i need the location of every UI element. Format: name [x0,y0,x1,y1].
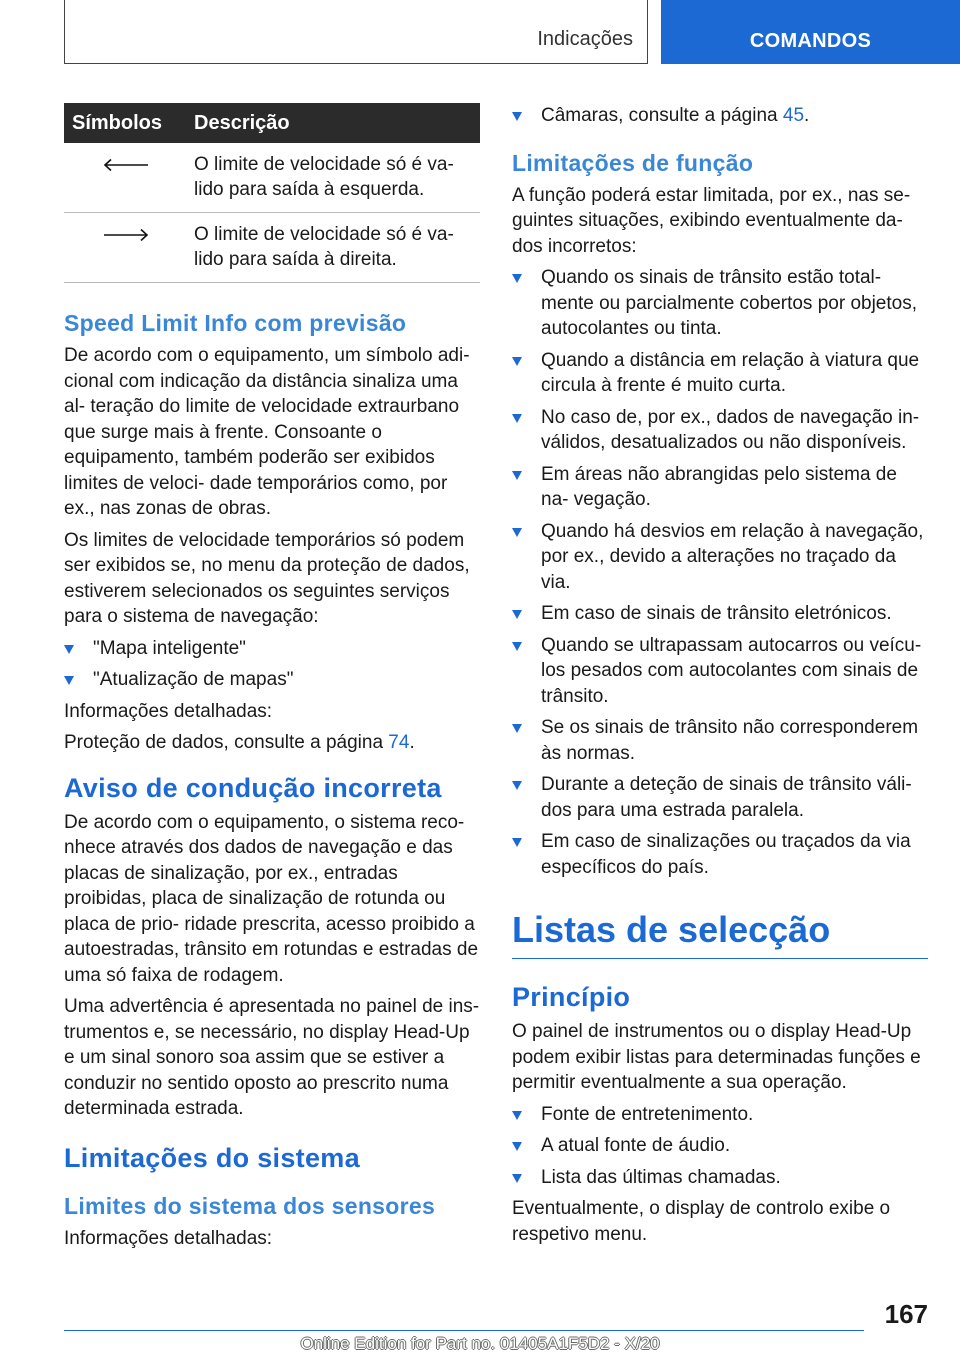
left-column [64,103,482,1257]
triangle-bullet-icon [512,724,522,733]
symbols-table [64,103,480,283]
list-item: Quando se ultrapassam autocarros ou veícu- los pesados com autocolantes com sinais de trânsito. [512,633,928,710]
heading-function-limits: Limitações de função [512,149,754,176]
triangle-bullet-icon [512,414,522,423]
paragraph: Informações detalhadas: [64,1227,273,1249]
list-item: "Atualização de mapas" [64,667,482,693]
column-header-description: Descrição [186,103,480,143]
list-item: Lista das últimas chamadas. [512,1165,928,1191]
chapter-label: COMANDOS [749,30,872,52]
list-item: Fonte de entretenimento. [512,1102,928,1128]
paragraph: Os limites de velocidade temporários só podem ser exibidos se, no menu da proteção de dados, estiverem selecionados os seguintes serviços para o sistema de navegação: [64,529,470,627]
heading-selection-lists: Listas de selecção [512,908,928,959]
paragraph: O painel de instrumentos ou o display Head-Up podem exibir listas para determinadas funções e permitir eventualmente a sua operação. [512,1021,921,1093]
table-row [64,143,480,213]
list-item: Em caso de sinalizações ou traçados da via específicos do país. [512,829,928,880]
heading-wrong-way-warning: Aviso de condução incorreta [64,772,442,803]
section-label: Indicações [537,28,633,50]
paragraph: Eventualmente, o display de controlo exibe o respetivo menu. [512,1198,891,1245]
list-item: Quando a distância em relação à viatura que circula à frente é muito curta. [512,348,928,399]
camera-list [512,103,928,129]
triangle-bullet-icon [512,528,522,537]
list-item: Em áreas não abrangidas pelo sistema de na- vegação. [512,462,928,513]
list-item: "Mapa inteligente" [64,636,482,662]
triangle-bullet-icon [512,112,522,121]
triangle-bullet-icon [512,838,522,847]
symbol-cell [64,213,186,283]
triangle-bullet-icon [512,781,522,790]
list-item: No caso de, por ex., dados de navegação in- válidos, desatualizados ou não disponíveis. [512,405,928,456]
paragraph: Informações detalhadas: [64,700,273,722]
triangle-bullet-icon [512,642,522,651]
triangle-bullet-icon [64,676,74,685]
paragraph: Proteção de dados, consulte a página 74. [64,732,415,753]
symbol-cell [64,143,186,213]
description-cell: O limite de velocidade só é va- lido para saída à esquerda. [186,143,480,213]
heading-sensor-limits: Limites do sistema dos sensores [64,1192,436,1219]
triangle-bullet-icon [512,1142,522,1151]
heading-system-limits: Limitações do sistema [64,1142,360,1173]
right-column [512,103,928,1253]
triangle-bullet-icon [512,610,522,619]
list-item: Durante a deteção de sinais de trânsito váli- dos para uma estrada paralela. [512,772,928,823]
function-limits-list [512,265,928,880]
section-header [64,0,648,64]
footer-edition: Online Edition for Part no. 01405A1F5D2 - X/20 [300,1334,660,1353]
page-link-74[interactable]: 74 [388,732,410,753]
triangle-bullet-icon [512,357,522,366]
triangle-bullet-icon [512,1174,522,1183]
paragraph: De acordo com o equipamento, o sistema reco- nhece através dos dados de navegação e das placas de sinalização, por ex., entradas proibidas, placa de sinalização de rotunda ou placa de prio- ridade prescrita, acesso proibido a autoestradas, trânsito em rotundas e estradas de uma só faixa de rodagem. [64,811,479,986]
chapter-tab [661,0,960,64]
footer-divider [64,1330,864,1331]
list-item: Quando há desvios em relação à navegação, por ex., devido a alterações no traçado da via. [512,519,928,596]
services-list [64,636,482,693]
list-item: A atual fonte de áudio. [512,1133,928,1159]
table-row [64,213,480,283]
list-item: Em caso de sinais de trânsito eletrónicos. [512,601,928,627]
list-item: Câmaras, consulte a página 45. [512,103,928,129]
triangle-bullet-icon [512,471,522,480]
triangle-bullet-icon [512,1111,522,1120]
paragraph: Uma advertência é apresentada no painel de ins- trumentos e, se necessário, no display Head-Up e um sinal sonoro soa assim que se estiver a conduzir no sentido oposto ao prescrito numa determinada estrada. [64,996,480,1119]
arrow-right-icon [103,228,149,242]
page-link-45[interactable]: 45 [782,105,805,126]
table-header-row [64,103,480,143]
paragraph: De acordo com o equipamento, um símbolo adi- cional com indicação da distância sinaliza uma al- teração do limite de velocidade extraurbano que surge mais à frente. Consoante o equipamento, também poderão ser exibidos limites de veloci- dade temporários como, por ex., nas zonas de obras. [64,345,470,519]
selection-list-items [512,1102,928,1191]
page-number: 167 [884,1299,928,1329]
list-item: Quando os sinais de trânsito estão total- mente ou parcialmente cobertos por objetos, autocolantes ou tinta. [512,265,928,342]
heading-speed-limit-preview: Speed Limit Info com previsão [64,310,407,336]
triangle-bullet-icon [64,645,74,654]
heading-principle: Princípio [512,982,631,1012]
arrow-left-icon [103,158,149,172]
column-header-symbols: Símbolos [64,103,186,143]
triangle-bullet-icon [512,274,522,283]
description-cell: O limite de velocidade só é va- lido para saída à direita. [186,213,480,283]
paragraph: A função poderá estar limitada, por ex., nas se- guintes situações, exibindo eventualmente da- dos incorretos: [512,184,911,257]
list-item: Se os sinais de trânsito não corresponderem às normas. [512,715,928,766]
